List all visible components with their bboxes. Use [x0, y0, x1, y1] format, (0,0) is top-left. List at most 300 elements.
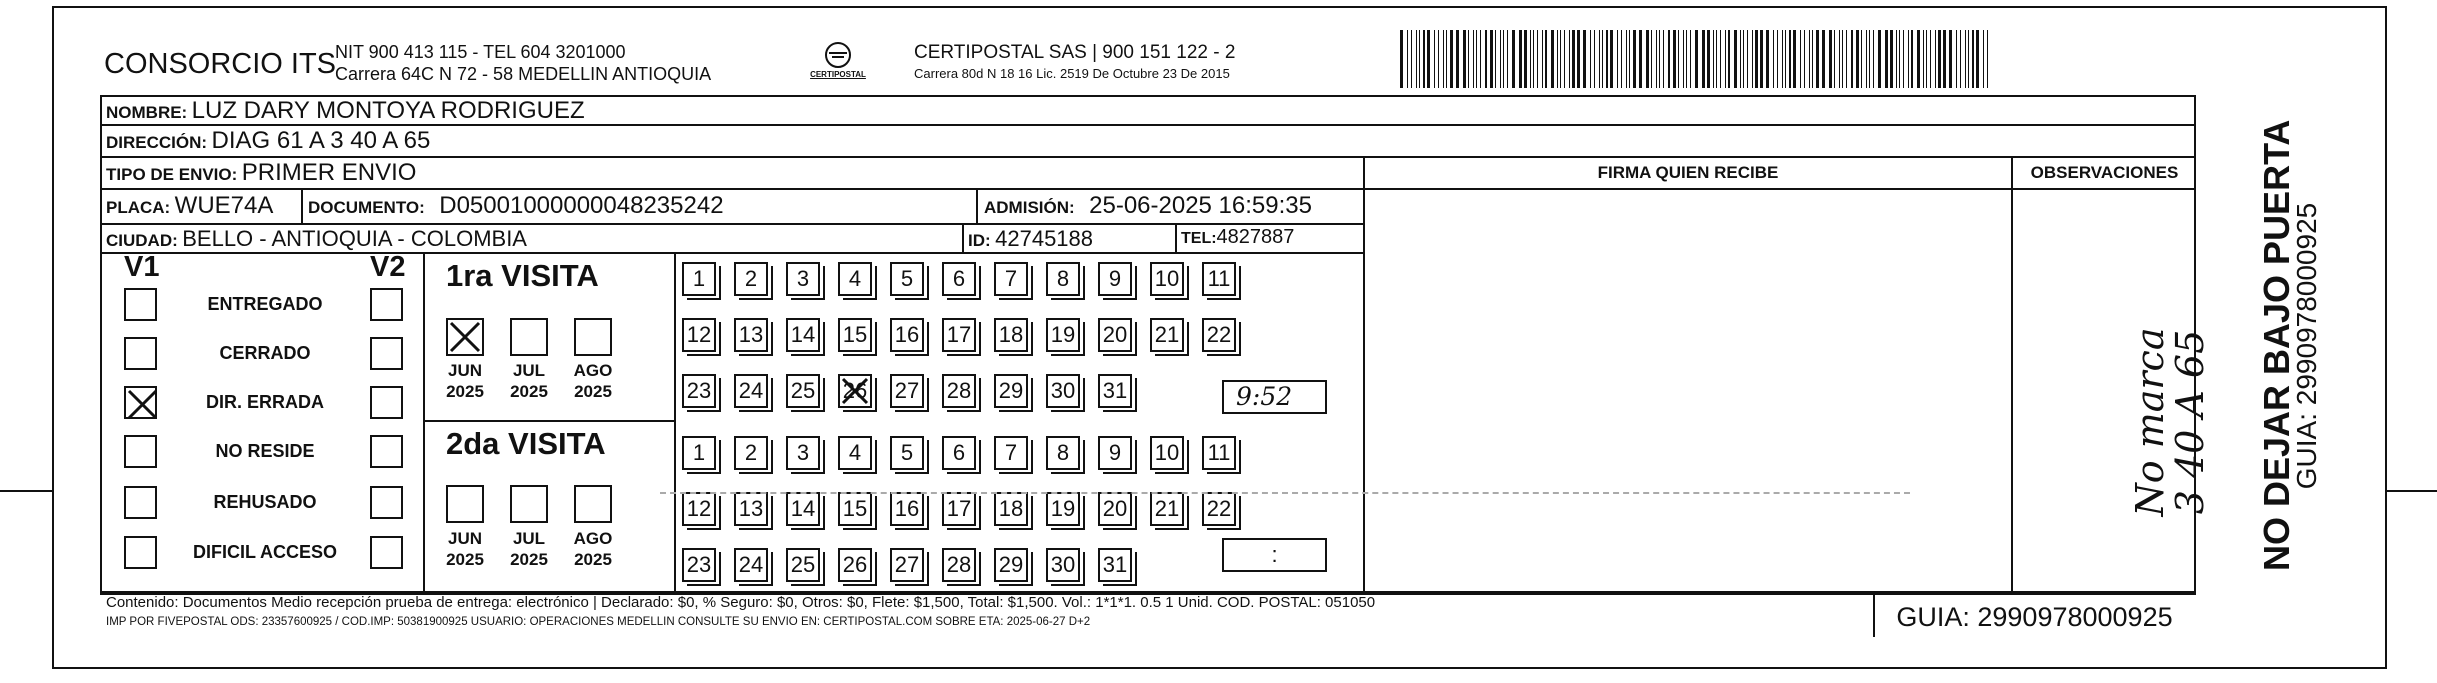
- day-checkbox[interactable]: [734, 548, 768, 582]
- day-checkbox[interactable]: [1202, 492, 1236, 526]
- barcode-bar: [1476, 30, 1477, 88]
- day-number: 2: [744, 266, 758, 291]
- barcode-bar: [1610, 30, 1613, 88]
- barcode-bar: [1473, 30, 1474, 88]
- day-number: 14: [790, 496, 816, 521]
- barcode-bar: [1633, 30, 1636, 88]
- day-number: 25: [790, 378, 816, 403]
- day-checkbox[interactable]: [1046, 262, 1080, 296]
- day-number: 6: [952, 440, 966, 465]
- barcode-bar: [1793, 30, 1796, 88]
- barcode-bar: [1450, 30, 1453, 88]
- day-number: 16: [894, 322, 920, 347]
- tel-divider: [1175, 223, 1177, 252]
- barcode-bar: [1542, 30, 1543, 88]
- day-number: 16: [894, 496, 920, 521]
- month-checkbox[interactable]: [574, 318, 612, 356]
- barcode-bar: [1686, 30, 1687, 88]
- day-number: 12: [686, 496, 712, 521]
- barcode-bar: [1917, 30, 1920, 88]
- barcode-bar: [1416, 30, 1417, 88]
- barcode-bar: [1846, 30, 1847, 88]
- day-checkbox[interactable]: [838, 374, 872, 408]
- barcode-bar: [1878, 30, 1881, 88]
- barcode-bar: [1500, 30, 1501, 88]
- observations-divider: [2011, 156, 2013, 591]
- barcode-bar: [1545, 30, 1547, 88]
- tel-value: 4827887: [1216, 226, 1295, 248]
- direccion-value: DIAG 61 A 3 40 A 65: [211, 127, 431, 154]
- barcode-bar: [1583, 30, 1586, 88]
- barcode-bar: [1507, 30, 1508, 88]
- day-number: 29: [998, 552, 1024, 577]
- barcode-bar: [1702, 30, 1705, 88]
- barcode-bar: [1512, 30, 1515, 88]
- day-checkbox[interactable]: [890, 262, 924, 296]
- day-number: 28: [946, 378, 972, 403]
- v1-checkbox[interactable]: [124, 486, 157, 519]
- barcode-bar: [1423, 30, 1425, 88]
- day-number: 5: [900, 440, 914, 465]
- barcode-bar: [1668, 30, 1670, 88]
- tipo-label: TIPO DE ENVIO:: [106, 165, 238, 184]
- month-name: JUL: [512, 361, 546, 380]
- barcode-bar: [1411, 30, 1412, 88]
- status-label: CERRADO: [219, 343, 311, 363]
- day-checkbox[interactable]: [1098, 548, 1132, 582]
- month-checkbox[interactable]: [510, 318, 548, 356]
- month-checkbox[interactable]: [510, 485, 548, 523]
- barcode-bar: [1976, 30, 1979, 88]
- day-checkbox[interactable]: [838, 548, 872, 582]
- barcode-bar: [1938, 30, 1941, 88]
- footer-guia: GUIA: 2990978000925: [1896, 602, 2173, 632]
- day-checkbox[interactable]: [890, 318, 924, 352]
- signature-divider: [1363, 156, 1365, 591]
- month-label: [437, 528, 493, 570]
- day-checkbox[interactable]: [890, 548, 924, 582]
- month-checkbox[interactable]: [574, 485, 612, 523]
- barcode-bar: [1683, 30, 1684, 88]
- month-label: [437, 360, 493, 402]
- footer-contenido: Contenido: Documentos Medio recepción prueba de entrega: electrónico | Declarado: $0, % Seguro: $0, Otros: $0, Flete: $1,500, Total: $1,500. Vol.: 1*1*1. 0.5 1 Unid. COD. POSTAL: 051050: [106, 594, 1376, 611]
- status-label: ENTREGADO: [207, 294, 323, 314]
- barcode-bar: [1773, 30, 1774, 88]
- admision-divider: [976, 188, 978, 223]
- side-guia: GUIA: 2990978000925: [2291, 202, 2322, 490]
- day-checkbox[interactable]: [890, 436, 924, 470]
- barcode-bar: [1885, 30, 1888, 88]
- day-number: 30: [1050, 552, 1076, 577]
- day-number: 15: [842, 496, 868, 521]
- day-number: 9: [1108, 440, 1122, 465]
- day-checkbox[interactable]: [994, 318, 1028, 352]
- day-number: 11: [1207, 266, 1231, 291]
- barcode-bar: [1965, 30, 1966, 88]
- v2-checkbox[interactable]: [370, 386, 403, 419]
- day-checkbox[interactable]: [1098, 374, 1132, 408]
- day-checkbox[interactable]: [1098, 492, 1132, 526]
- day-number: 7: [1004, 440, 1018, 465]
- barcode-bar: [1734, 30, 1737, 88]
- day-number: 11: [1207, 440, 1231, 465]
- v1-checkbox[interactable]: [124, 536, 157, 569]
- barcode-bar: [1485, 30, 1487, 88]
- nombre-label: NOMBRE:: [106, 103, 188, 122]
- barcode-bar: [1427, 30, 1430, 88]
- day-checkbox[interactable]: [942, 374, 976, 408]
- day-checkbox[interactable]: [682, 262, 716, 296]
- barcode-bar: [1564, 30, 1565, 88]
- day-number: 1: [692, 266, 706, 291]
- month-name: JUN: [447, 361, 482, 380]
- barcode-bar: [1987, 30, 1988, 88]
- day-checkbox[interactable]: [1098, 436, 1132, 470]
- day-number: 3: [796, 440, 810, 465]
- day-number: 13: [738, 322, 764, 347]
- placa-label: PLACA:: [106, 198, 171, 217]
- row-line-2: [100, 156, 2196, 158]
- barcode-bar: [1972, 30, 1974, 88]
- barcode-bar: [1834, 30, 1835, 88]
- barcode-bar: [1943, 30, 1946, 88]
- day-checkbox[interactable]: [682, 548, 716, 582]
- barcode-bar: [1434, 30, 1435, 88]
- barcode-bar: [1968, 30, 1969, 88]
- day-checkbox[interactable]: [682, 318, 716, 352]
- day-checkbox[interactable]: [734, 262, 768, 296]
- day-checkbox[interactable]: [838, 318, 872, 352]
- obs-handwritten-2: 3 40 A 65: [2168, 329, 2212, 515]
- day-checkbox[interactable]: [786, 262, 820, 296]
- day-checkbox[interactable]: [1150, 436, 1184, 470]
- row-line-3: [100, 188, 2196, 190]
- day-checkbox[interactable]: [1202, 436, 1236, 470]
- day-checkbox[interactable]: [1046, 374, 1080, 408]
- day-number: 10: [1154, 440, 1180, 465]
- month-checkbox[interactable]: [446, 485, 484, 523]
- barcode-bar: [1812, 30, 1813, 88]
- barcode-bar: [1602, 30, 1603, 88]
- day-checkbox[interactable]: [734, 374, 768, 408]
- day-checkbox[interactable]: [1202, 262, 1236, 296]
- month-year: 2025: [510, 382, 548, 401]
- day-checkbox[interactable]: [1150, 262, 1184, 296]
- month-year: 2025: [510, 550, 548, 569]
- v1-checkbox[interactable]: [124, 337, 157, 370]
- barcode-bar: [1816, 30, 1819, 88]
- day-checkbox[interactable]: [942, 262, 976, 296]
- barcode-bar: [1766, 30, 1769, 88]
- day-number: 25: [790, 552, 816, 577]
- day-checkbox[interactable]: [838, 262, 872, 296]
- day-number: 24: [738, 552, 764, 577]
- barcode-bar: [1695, 30, 1698, 88]
- id-divider: [962, 223, 964, 252]
- barcode-bar: [1656, 30, 1657, 88]
- day-number: 13: [738, 496, 764, 521]
- day-checkbox[interactable]: [994, 492, 1028, 526]
- day-number: 26: [842, 378, 868, 403]
- barcode-bar: [1537, 30, 1538, 88]
- day-checkbox[interactable]: [994, 436, 1028, 470]
- documento-cell: [308, 192, 724, 220]
- barcode-bar: [1490, 30, 1493, 88]
- barcode-bar: [1869, 30, 1870, 88]
- row-line-5: [100, 252, 1365, 254]
- placa-divider: [301, 188, 303, 223]
- visit-divider-mid: [423, 420, 674, 422]
- barcode-bar: [1629, 30, 1630, 88]
- barcode-bar: [1468, 30, 1469, 88]
- barcode-bar: [1949, 30, 1952, 88]
- ciudad-value: BELLO - ANTIOQUIA - COLOMBIA: [182, 226, 527, 251]
- day-number: 8: [1056, 440, 1070, 465]
- barcode-bar: [1822, 30, 1825, 88]
- day-checkbox[interactable]: [1098, 318, 1132, 352]
- month-label: [501, 528, 557, 570]
- nombre-value: LUZ DARY MONTOYA RODRIGUEZ: [191, 97, 585, 124]
- day-number: 22: [1206, 322, 1232, 347]
- barcode-bar: [1713, 30, 1714, 88]
- barcode-bar: [1851, 30, 1853, 88]
- barcode-bar: [1777, 30, 1778, 88]
- day-checkbox[interactable]: [1150, 318, 1184, 352]
- barcode-bar: [1551, 30, 1554, 88]
- first-visit-title: 1ra VISITA: [446, 258, 599, 293]
- company-address: Carrera 64C N 72 - 58 MEDELLIN ANTIOQUIA: [335, 64, 712, 84]
- day-number: 9: [1108, 266, 1122, 291]
- v2-checkbox[interactable]: [370, 486, 403, 519]
- barcode-bar: [1747, 30, 1748, 88]
- barcode-bar: [1557, 30, 1558, 88]
- day-number: 19: [1050, 496, 1076, 521]
- day-checkbox[interactable]: [942, 318, 976, 352]
- barcode-bar: [1789, 30, 1791, 88]
- barcode-bar: [1804, 30, 1805, 88]
- day-checkbox[interactable]: [682, 492, 716, 526]
- id-cell: [968, 226, 1093, 252]
- day-number: 3: [796, 266, 810, 291]
- day-number: 23: [686, 552, 712, 577]
- day-checkbox[interactable]: [786, 548, 820, 582]
- day-number: 5: [900, 266, 914, 291]
- id-label: ID:: [968, 231, 991, 250]
- tipo-row: [106, 159, 416, 187]
- day-checkbox[interactable]: [682, 374, 716, 408]
- barcode-bar: [1908, 30, 1909, 88]
- month-name: AGO: [573, 361, 613, 380]
- v1-label: V1: [124, 251, 160, 283]
- barcode-bar: [1890, 30, 1893, 88]
- barcode-bar: [1577, 30, 1580, 88]
- day-checkbox[interactable]: [734, 436, 768, 470]
- month-label: [565, 360, 621, 402]
- day-checkbox[interactable]: [1046, 548, 1080, 582]
- day-checkbox[interactable]: [786, 318, 820, 352]
- barcode-bar: [1842, 30, 1843, 88]
- barcode-bar: [1673, 30, 1676, 88]
- barcode-bar: [1495, 30, 1496, 88]
- barcode-bar: [1524, 30, 1527, 88]
- barcode-bar: [1728, 30, 1730, 88]
- day-checkbox[interactable]: [838, 492, 872, 526]
- day-number: 20: [1102, 496, 1128, 521]
- day-number: 8: [1056, 266, 1070, 291]
- operator-line: CERTIPOSTAL SAS | 900 151 122 - 2: [914, 42, 1236, 63]
- barcode-bar: [1866, 30, 1867, 88]
- barcode-bar: [1800, 30, 1801, 88]
- day-checkbox[interactable]: [994, 262, 1028, 296]
- day-checkbox[interactable]: [1098, 262, 1132, 296]
- day-number: 23: [686, 378, 712, 403]
- barcode-bar: [1606, 30, 1608, 88]
- barcode-bar: [1930, 30, 1931, 88]
- day-checkbox[interactable]: [838, 436, 872, 470]
- logo-caption: CERTIPOSTAL: [810, 70, 866, 79]
- tel-cell: [1181, 226, 1294, 249]
- barcode-bar: [1785, 30, 1786, 88]
- observaciones-header: OBSERVACIONES: [2030, 163, 2179, 182]
- barcode-bar: [1639, 30, 1642, 88]
- placa-cell: [106, 192, 273, 220]
- day-number: 21: [1154, 322, 1180, 347]
- day-checkbox[interactable]: [942, 436, 976, 470]
- day-checkbox[interactable]: [1150, 492, 1184, 526]
- barcode-bar: [1809, 30, 1810, 88]
- barcode-bar: [1599, 30, 1600, 88]
- barcode-bar: [1678, 30, 1679, 88]
- day-number: 20: [1102, 322, 1128, 347]
- day-number: 1: [692, 440, 706, 465]
- barcode-bar: [1651, 30, 1652, 88]
- barcode-bar: [1463, 30, 1466, 88]
- barcode-bar: [1960, 30, 1961, 88]
- barcode-bar: [1690, 30, 1691, 88]
- day-checkbox[interactable]: [786, 374, 820, 408]
- barcode-bar: [1419, 30, 1420, 88]
- month-year: 2025: [574, 550, 612, 569]
- right-edge-line: [2387, 490, 2437, 492]
- barcode-bar: [1896, 30, 1897, 88]
- v1-checkbox[interactable]: [124, 386, 157, 419]
- day-checkbox[interactable]: [682, 436, 716, 470]
- day-checkbox[interactable]: [786, 436, 820, 470]
- ciudad-cell: [106, 226, 527, 252]
- v1-checkbox[interactable]: [124, 288, 157, 321]
- second-visit-time-box: [1222, 538, 1327, 572]
- barcode-bar: [1519, 30, 1522, 88]
- day-checkbox[interactable]: [890, 374, 924, 408]
- footer-top-line: [100, 591, 2196, 593]
- v2-checkbox[interactable]: [370, 536, 403, 569]
- v1-checkbox[interactable]: [124, 435, 157, 468]
- day-checkbox[interactable]: [734, 318, 768, 352]
- day-checkbox[interactable]: [1202, 318, 1236, 352]
- barcode-bar: [1873, 30, 1874, 88]
- month-year: 2025: [574, 382, 612, 401]
- barcode-bar: [1530, 30, 1531, 88]
- barcode-bar: [1663, 30, 1664, 88]
- barcode-bar: [1659, 30, 1660, 88]
- admision-label: ADMISIÓN:: [984, 198, 1075, 217]
- barcode-bar: [1911, 30, 1913, 88]
- obs-handwritten-1: No marca: [2128, 327, 2172, 517]
- barcode-bar: [1903, 30, 1904, 88]
- firma-header: FIRMA QUIEN RECIBE: [1597, 163, 1779, 182]
- tel-label: TEL:: [1181, 230, 1217, 247]
- v2-checkbox[interactable]: [370, 435, 403, 468]
- day-number: 28: [946, 552, 972, 577]
- v2-checkbox[interactable]: [370, 337, 403, 370]
- barcode-bar: [1926, 30, 1927, 88]
- direccion-row: [106, 127, 430, 155]
- barcode-bar: [1594, 30, 1595, 88]
- barcode-bar: [1560, 30, 1561, 88]
- month-year: 2025: [446, 382, 484, 401]
- day-checkbox[interactable]: [1046, 318, 1080, 352]
- day-number: 2: [744, 440, 758, 465]
- direccion-label: DIRECCIÓN:: [106, 133, 208, 152]
- day-number: 14: [790, 322, 816, 347]
- barcode-bar: [1569, 30, 1570, 88]
- admision-cell: [984, 192, 1312, 220]
- day-checkbox[interactable]: [994, 548, 1028, 582]
- barcode-bar: [1829, 30, 1832, 88]
- barcode-bar: [1621, 30, 1622, 88]
- status-label: NO RESIDE: [215, 441, 315, 461]
- documento-value: D05001000000048235242: [439, 192, 724, 219]
- day-checkbox[interactable]: [994, 374, 1028, 408]
- day-number: 15: [842, 322, 868, 347]
- barcode-bar: [1407, 30, 1408, 88]
- day-number: 7: [1004, 266, 1018, 291]
- day-checkbox[interactable]: [1046, 436, 1080, 470]
- barcode-bar: [1456, 30, 1459, 88]
- day-number: 29: [998, 378, 1024, 403]
- barcode-bar: [1480, 30, 1481, 88]
- day-number: 27: [894, 552, 920, 577]
- barcode-bar: [1782, 30, 1783, 88]
- day-checkbox[interactable]: [890, 492, 924, 526]
- company-name: CONSORCIO ITS: [104, 48, 337, 80]
- month-name: AGO: [573, 529, 613, 548]
- x-mark-icon: [840, 376, 870, 406]
- barcode-bar: [1438, 30, 1439, 88]
- barcode-bar: [1590, 30, 1591, 88]
- v2-checkbox[interactable]: [370, 288, 403, 321]
- month-checkbox[interactable]: [446, 318, 484, 356]
- barcode-bar: [1856, 30, 1859, 88]
- day-number: 26: [842, 552, 868, 577]
- barcode: [1400, 30, 1995, 88]
- footer-imp: IMP POR FIVEPOSTAL ODS: 23357600925 / COD.IMP: 50381900925 USUARIO: OPERACIONES MEDELLIN CONSULTE SU ENVIO EN: CERTIPOSTAL.COM SOBRE ETA: 2025-06-27 D+2: [106, 616, 1091, 628]
- day-checkbox[interactable]: [942, 492, 976, 526]
- barcode-bar: [1646, 30, 1649, 88]
- status-label: REHUSADO: [213, 492, 317, 512]
- ciudad-label: CIUDAD:: [106, 231, 178, 250]
- day-number: 31: [1102, 552, 1128, 577]
- day-checkbox[interactable]: [1046, 492, 1080, 526]
- day-number: 4: [848, 440, 862, 465]
- barcode-bar: [1743, 30, 1744, 88]
- barcode-bar: [1760, 30, 1763, 88]
- day-checkbox[interactable]: [942, 548, 976, 582]
- day-checkbox[interactable]: [734, 492, 768, 526]
- barcode-bar: [1626, 30, 1627, 88]
- day-checkbox[interactable]: [786, 492, 820, 526]
- barcode-bar: [1533, 30, 1534, 88]
